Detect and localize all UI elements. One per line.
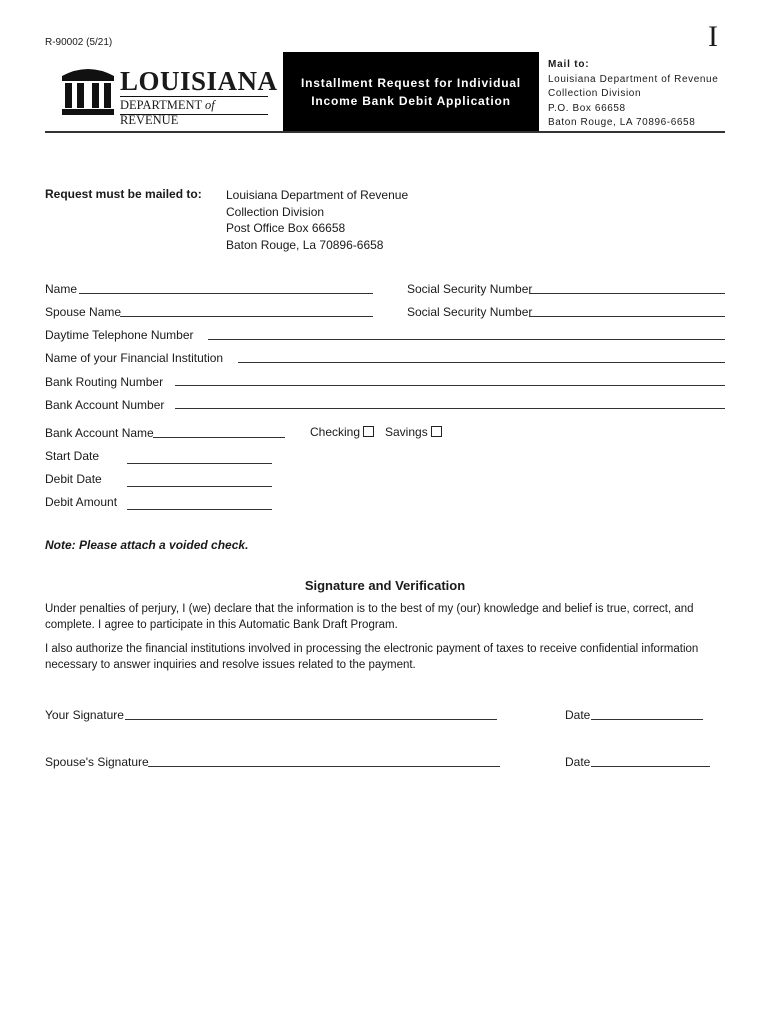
account-number-input[interactable] [175, 408, 725, 409]
debit-amount-label: Debit Amount [45, 495, 118, 509]
mail-to-line: P.O. Box 66658 [548, 102, 626, 114]
mail-to-line: Baton Rouge, LA 70896-6658 [548, 117, 696, 128]
savings-label: Savings [385, 425, 428, 439]
start-date-label: Start Date [45, 449, 100, 463]
checking-checkbox[interactable] [363, 426, 374, 437]
logo-department-text: DEPARTMENT of REVENUE [120, 98, 215, 127]
account-number-label: Bank Account Number [45, 398, 165, 412]
louisiana-revenue-logo [60, 66, 278, 127]
your-signature-label: Your Signature [45, 708, 124, 722]
logo-divider-bottom [120, 114, 268, 115]
mail-to-label: Mail to: [548, 59, 590, 70]
institution-input[interactable] [238, 362, 725, 363]
phone-label: Daytime Telephone Number [45, 328, 194, 342]
request-address: Louisiana Department of Revenue Collection Division Post Office Box 66658 Baton Rouge, La 70896-6658 [226, 188, 409, 252]
debit-date-label: Debit Date [45, 472, 102, 486]
account-name-input[interactable] [153, 437, 285, 438]
form-title-box [283, 52, 539, 131]
checking-option[interactable] [310, 425, 374, 439]
start-date-input[interactable] [127, 463, 272, 464]
voided-check-note: Note: Please attach a voided check. [45, 538, 249, 552]
mail-to-block [548, 58, 718, 131]
debit-date-input[interactable] [127, 486, 272, 487]
account-name-label: Bank Account Name [45, 426, 154, 440]
date-input[interactable] [591, 719, 703, 720]
debit-amount-input[interactable] [127, 509, 272, 510]
spouse-name-input[interactable] [120, 316, 373, 317]
form-title-line1: Installment Request for Individual [301, 76, 521, 90]
spouse-name-label: Spouse Name [45, 305, 122, 319]
savings-checkbox[interactable] [431, 426, 442, 437]
capitol-building-icon [60, 66, 116, 118]
mail-to-line: Collection Division [548, 88, 642, 99]
routing-input[interactable] [175, 385, 725, 386]
spouse-ssn-input[interactable] [529, 316, 725, 317]
name-label: Name [45, 282, 78, 296]
phone-input[interactable] [208, 339, 725, 340]
form-letter: I [708, 20, 718, 53]
spouse-ssn-label: Social Security Number [407, 305, 533, 319]
header-divider [45, 131, 725, 133]
spouse-date-input[interactable] [591, 766, 710, 767]
checking-label: Checking [310, 425, 361, 439]
spouse-signature-input[interactable] [148, 766, 500, 767]
signature-section-title: Signature and Verification [304, 578, 466, 593]
ssn-input[interactable] [529, 293, 725, 294]
name-input[interactable] [79, 293, 373, 294]
routing-label: Bank Routing Number [45, 375, 164, 389]
logo-divider [120, 96, 268, 97]
institution-label: Name of your Financial Institution [45, 351, 224, 365]
logo-louisiana-text: LOUISIANA [120, 66, 278, 96]
date-label: Date [565, 708, 591, 722]
mail-to-line: Louisiana Department of Revenue [548, 73, 719, 85]
form-title-line2: Income Bank Debit Application [311, 94, 511, 108]
your-signature-input[interactable] [125, 719, 497, 720]
authorization-paragraph: I also authorize the financial institutions involved in processing the electronic payment of taxes to receive confidential information necessary to answer inquiries and resolve issues related to the payment. [45, 643, 699, 671]
perjury-paragraph: Under penalties of perjury, I (we) declare that the information is to the best of my (our) knowledge and belief is true, correct, and complete. I agree to participate in this Automatic Bank Draft Program. [45, 603, 694, 631]
form-code: R-90002 (5/21) [45, 37, 113, 48]
spouse-date-label: Date [565, 755, 591, 769]
ssn-label: Social Security Number [407, 282, 533, 296]
request-mail-label: Request must be mailed to: [45, 187, 202, 201]
savings-option[interactable] [385, 425, 442, 439]
spouse-signature-label: Spouse's Signature [45, 755, 149, 769]
